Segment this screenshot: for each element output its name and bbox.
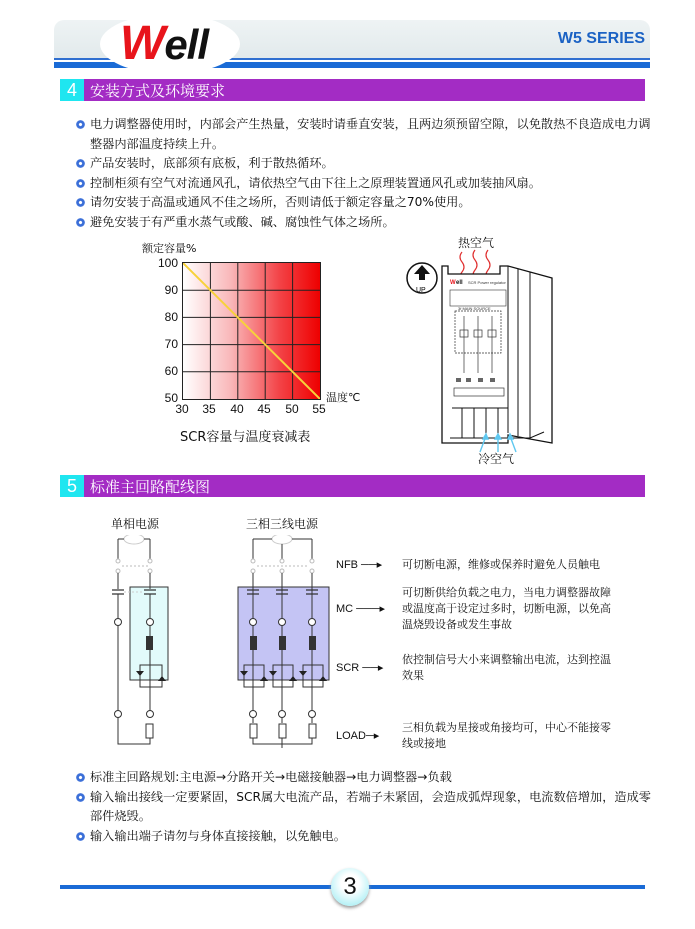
section-title: 标准主回路配线图 bbox=[90, 477, 211, 496]
wiring-diagram bbox=[100, 535, 340, 755]
bullet-item: 电力调整器使用时，内部会产生热量，安装时请垂直安装，且两边须预留空隙，以免散热不良造成电力调整器内部温度持续上升。 bbox=[76, 115, 656, 154]
x-tick: 45 bbox=[257, 402, 271, 416]
y-tick: 60 bbox=[164, 364, 178, 378]
single-phase-label: 单相电源 bbox=[111, 517, 160, 531]
x-tick: 55 bbox=[312, 402, 326, 416]
legend-load bbox=[336, 720, 617, 752]
logo-rest: ell bbox=[164, 21, 209, 68]
legend-key: SCR bbox=[336, 662, 360, 674]
y-tick: 80 bbox=[164, 310, 178, 324]
chart-plot-area bbox=[182, 262, 321, 400]
arrow-right-icon: ───▸ bbox=[353, 603, 389, 615]
bullet-item: 避免安装于有严重水蒸气或酸、碱、腐蚀性气体之场所。 bbox=[76, 213, 656, 233]
svg-text:SCR Power regulator: SCR Power regulator bbox=[468, 280, 506, 285]
legend-text: 依控制信号大小来调整输出电流，达到控温效果 bbox=[402, 653, 611, 682]
y-tick: 90 bbox=[164, 283, 178, 297]
legend-key: LOAD bbox=[336, 730, 366, 742]
svg-text:ell: ell bbox=[456, 280, 463, 286]
legend-text: 可切断电源，维修或保养时避免人员触电 bbox=[402, 558, 600, 571]
bullet-item: 输入输出接线一定要紧固，SCR属大电流产品，若端子未紧固，会造成弧焊现象，电流数倍增加，造成零部件烧毁。 bbox=[76, 788, 656, 827]
brand-logo bbox=[120, 16, 208, 71]
legend-scr bbox=[336, 652, 617, 684]
legend-text: 三相负载为星接或角接均可，中心不能接零线或接地 bbox=[402, 721, 611, 750]
x-tick: 50 bbox=[285, 402, 299, 416]
legend-key: NFB bbox=[336, 559, 358, 571]
hot-air-label: 热空气 bbox=[458, 236, 495, 250]
svg-text:UP: UP bbox=[416, 287, 426, 294]
section-4-header bbox=[60, 79, 645, 101]
y-tick: 50 bbox=[164, 391, 178, 405]
section-5-bullets bbox=[76, 768, 656, 846]
bullet-item: 控制柜须有空气对流通风孔，请依热空气由下往上之原理装置通风孔或加装抽风扇。 bbox=[76, 174, 656, 194]
section-number: 4 bbox=[60, 79, 84, 101]
derating-line bbox=[183, 263, 320, 399]
cold-air-label: 冷空气 bbox=[478, 452, 515, 466]
legend-nfb bbox=[336, 557, 622, 573]
bullet-item: 标准主回路规划:主电源→分路开关→电磁接触器→电力调整器→负载 bbox=[76, 768, 656, 788]
single-phase-diagram bbox=[112, 535, 168, 744]
chart-ylabel: 额定容量% bbox=[142, 242, 197, 255]
bullet-item: 输入输出端子请勿与身体直接接触，以免触电。 bbox=[76, 827, 656, 847]
arrow-right-icon: ──▸ bbox=[358, 559, 386, 571]
chart-title: SCR容量与温度衰减表 bbox=[180, 430, 311, 445]
arrow-right-icon: ─▸ bbox=[365, 730, 383, 742]
x-tick: 30 bbox=[175, 402, 189, 416]
three-phase-label: 三相三线电源 bbox=[246, 517, 319, 531]
svg-text:3f MAIN SOURCE: 3f MAIN SOURCE bbox=[458, 306, 491, 311]
bullet-item: 请勿安装于高温或通风不佳之场所，否则请低于额定容量之70%使用。 bbox=[76, 193, 656, 213]
three-phase-diagram bbox=[238, 535, 329, 748]
x-tick: 35 bbox=[202, 402, 216, 416]
y-tick: 70 bbox=[164, 337, 178, 351]
chart-xlabel: 温度℃ bbox=[326, 391, 361, 404]
device-illustration bbox=[400, 248, 560, 453]
section-number: 5 bbox=[60, 475, 84, 497]
section-5-header bbox=[60, 475, 645, 497]
arrow-right-icon: ──▸ bbox=[359, 662, 387, 674]
legend-mc bbox=[336, 585, 617, 633]
series-label: W5 SERIES bbox=[557, 30, 645, 47]
section-4-bullets bbox=[76, 115, 656, 232]
page-number: 3 bbox=[331, 868, 369, 906]
bullet-item: 产品安装时，底部须有底板，利于散热循环。 bbox=[76, 154, 656, 174]
logo-w: W bbox=[120, 17, 165, 70]
legend-key: MC bbox=[336, 603, 354, 615]
section-title: 安装方式及环境要求 bbox=[90, 81, 226, 100]
legend-text: 可切断供给负载之电力，当电力调整器故障或温度高于设定过多时，切断电源，以免高温烧毁设备或发生事故 bbox=[402, 586, 611, 631]
svg-text:W: W bbox=[450, 280, 456, 286]
y-tick: 100 bbox=[157, 256, 178, 270]
x-tick: 40 bbox=[230, 402, 244, 416]
chart-grid bbox=[183, 263, 320, 399]
